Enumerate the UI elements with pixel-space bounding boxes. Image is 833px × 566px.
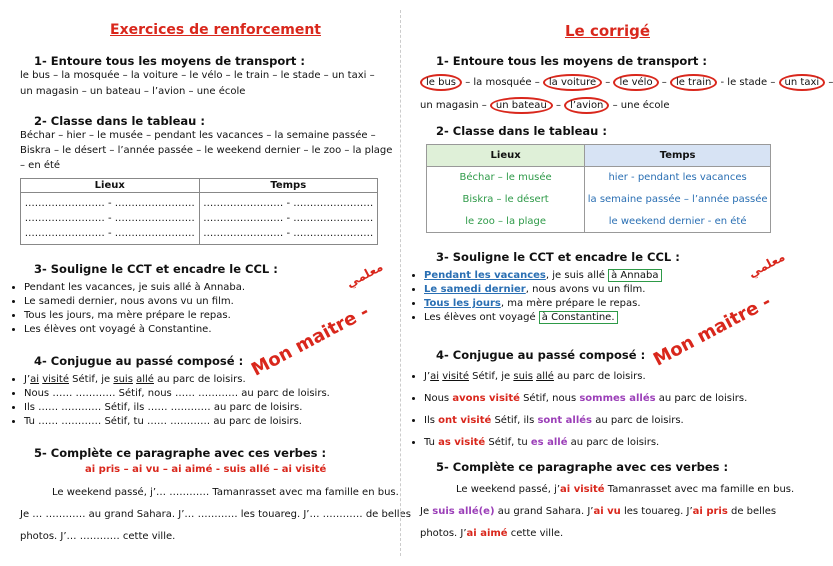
answer-3-title: 3- Souligne le CCT et encadre le CCL : — [436, 250, 680, 264]
answer-key-sheet — [400, 0, 833, 566]
answer-2-title: 2- Classe dans le tableau : — [436, 124, 607, 138]
answer-column-temps: Temps — [585, 145, 771, 167]
paragraph-line-3: photos. J’… ………… cette ville. — [20, 531, 176, 542]
list-item: • Nous avons visité Sétif, nous sommes allés au parc de loisirs. — [424, 392, 747, 406]
list-item: • J’ai visité Sétif, je suis allé au parc de loisirs. — [24, 374, 330, 385]
table-cell: hier - pendant les vacances — [585, 167, 771, 189]
exercise-4-title: 4- Conjugue au passé composé : — [34, 354, 244, 368]
list-item: • Ils …… ………… Sétif, ils …… ………… au parc de loisirs. — [24, 402, 330, 413]
paragraph-line-1: Le weekend passé, j’… ………… Tamanrasset avec ma famille en bus. — [52, 487, 399, 498]
answer-4-list — [408, 370, 747, 453]
list-item: • Tous les jours, ma mère prépare le repas. — [24, 310, 245, 321]
answer-paragraph-line-3: photos. J’ai aimé cette ville. — [420, 528, 564, 539]
list-item: • Le samedi dernier, nous avons vu un film. — [24, 296, 245, 307]
table-cell: la semaine passée – l’année passée — [585, 189, 771, 211]
answer-table — [426, 144, 771, 233]
list-item: • Pendant les vacances, je suis allé à Annaba — [424, 270, 662, 281]
exercise-2-title: 2- Classe dans le tableau : — [34, 114, 205, 128]
table-cell: le weekend dernier - en été — [585, 211, 771, 233]
watermark-stamp-arabic: معلمي — [746, 249, 788, 281]
list-item: • Les élèves ont voyagé à Constantine. — [24, 324, 245, 335]
blank-cell-temps: …………………… - …………………… …………………… - …………………… …………………… - …………………… — [199, 193, 378, 245]
answer-column-lieux: Lieux — [427, 145, 585, 167]
column-header-lieux: Lieux — [21, 179, 200, 193]
list-item: • J’ai visité Sétif, je suis allé au parc de loisirs. — [424, 370, 747, 384]
exercise-5-title: 5- Complète ce paragraphe avec ces verbes : — [34, 446, 327, 460]
list-item: • Ils ont visité Sétif, ils sont allés au parc de loisirs. — [424, 414, 747, 428]
watermark-stamp-arabic: معلمي — [344, 259, 386, 291]
list-item: • Tu as visité Sétif, tu es allé au parc de loisirs. — [424, 436, 747, 450]
watermark-stamp: Mon maitre - — [650, 291, 775, 371]
column-header-temps: Temps — [199, 179, 378, 193]
table-cell: le zoo – la plage — [427, 211, 585, 233]
exercise-3-title: 3- Souligne le CCT et encadre le CCL : — [34, 262, 278, 276]
page-title: Exercices de renforcement — [110, 22, 321, 38]
blank-cell-lieux: …………………… - …………………… …………………… - …………………… …………………… - …………………… — [21, 193, 200, 245]
classification-table — [20, 178, 378, 245]
exercise-sheet — [0, 0, 411, 566]
verb-list: ai pris – ai vu – ai aimé - suis allé – ai visité — [85, 464, 327, 475]
table-cell: Béchar – le musée — [427, 167, 585, 189]
list-item: • Pendant les vacances, je suis allé à Annaba. — [24, 282, 245, 293]
watermark-stamp: Mon maitre - — [248, 301, 373, 381]
exercise-2-line-2: Biskra – le désert – l’année passée – le weekend dernier – le zoo – la plage — [20, 145, 393, 156]
exercise-4-list — [8, 374, 330, 430]
answer-paragraph-line-1: Le weekend passé, j’ai visité Tamanrasset avec ma famille en bus. — [456, 484, 795, 495]
list-item: • Les élèves ont voyagé à Constantine. — [424, 312, 662, 323]
exercise-1-line-2: un magasin – un bateau – l’avion – une école — [20, 86, 246, 97]
answer-5-title: 5- Complète ce paragraphe avec ces verbes : — [436, 460, 729, 474]
answer-paragraph-line-2: Je suis allé(e) au grand Sahara. J’ai vu les touareg. J’ai pris de belles — [420, 506, 777, 517]
exercise-2-line-3: – en été — [20, 160, 61, 171]
exercise-2-line-1: Béchar – hier – le musée – pendant les vacances – la semaine passée – — [20, 130, 376, 141]
answer-1-line-2: un magasin – un bateau – l’avion – une école — [420, 100, 669, 111]
exercise-3-list — [8, 282, 245, 338]
answer-1-line-1: le bus – la mosquée – la voiture – le vélo – le train - le stade – un taxi – — [420, 77, 833, 88]
exercise-1-title: 1- Entoure tous les moyens de transport : — [34, 54, 306, 68]
table-cell: Biskra – le désert — [427, 189, 585, 211]
answer-4-title: 4- Conjugue au passé composé : — [436, 348, 646, 362]
exercise-1-line-1: le bus – la mosquée – la voiture – le vélo – le train – le stade – un taxi – — [20, 70, 375, 81]
list-item: • Le samedi dernier, nous avons vu un film. — [424, 284, 662, 295]
list-item: • Nous …… ………… Sétif, nous …… ………… au parc de loisirs. — [24, 388, 330, 399]
list-item: • Tous les jours, ma mère prépare le repas. — [424, 298, 662, 309]
answer-key-title: Le corrigé — [565, 22, 650, 40]
paragraph-line-2: Je … ………… au grand Sahara. J’… ………… les touareg. J’… ………… de belles — [20, 509, 411, 520]
answer-3-list — [408, 270, 662, 326]
list-item: • Tu …… ………… Sétif, tu …… ………… au parc de loisirs. — [24, 416, 330, 427]
answer-1-title: 1- Entoure tous les moyens de transport : — [436, 54, 708, 68]
